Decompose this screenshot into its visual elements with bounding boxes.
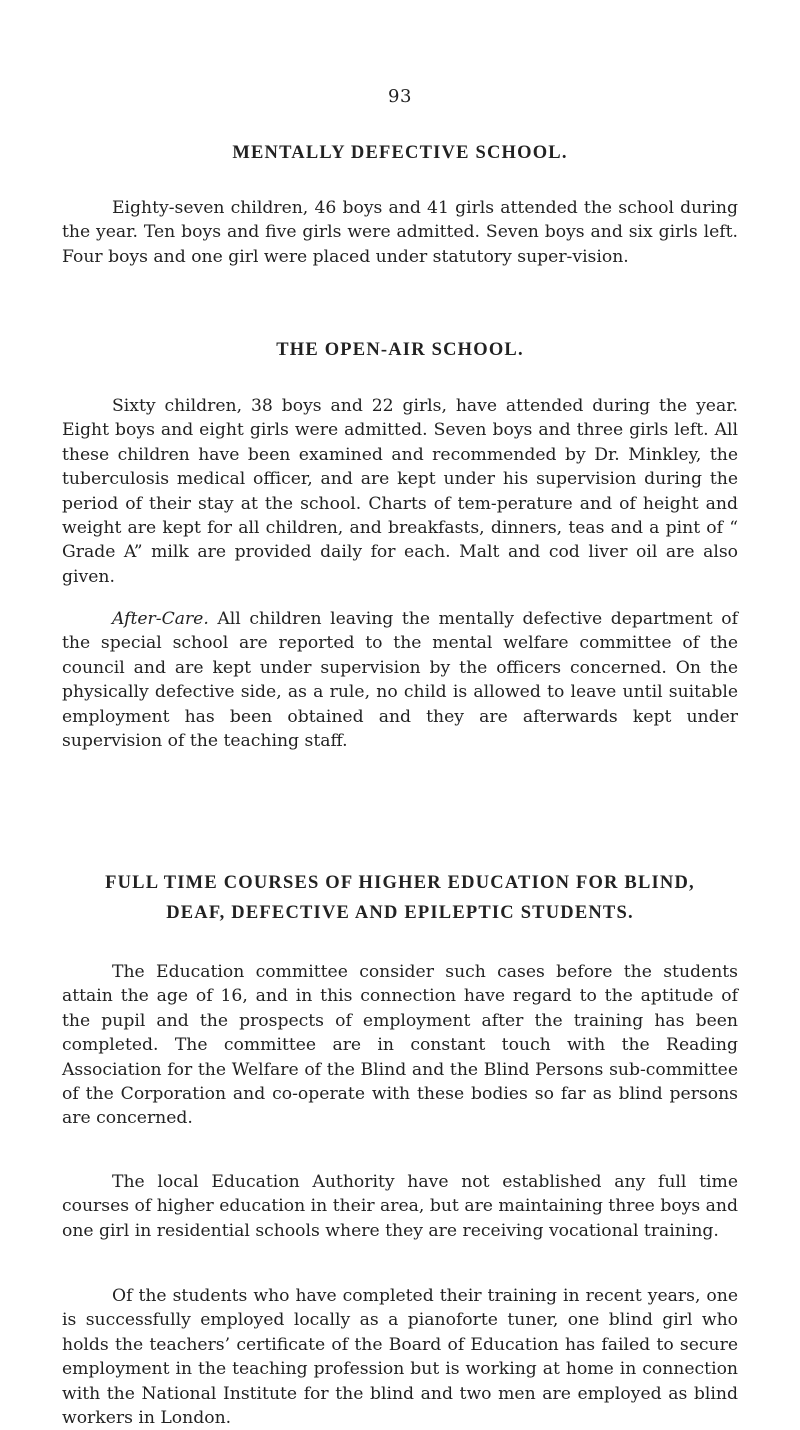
heading-full-time-courses: [0, 868, 800, 928]
paragraph-mentally-defective: Eighty-seven children, 46 boys and 41 girls attended the school during the year. Ten boys and five girls were admitted. Seven boys and six girls left. Four boys and one girl were placed under statutory super-vision.: [62, 198, 738, 267]
page-number: 93: [388, 86, 412, 107]
heading-full-time-line1: FULL TIME COURSES OF HIGHER EDUCATION FOR BLIND,: [105, 873, 695, 893]
after-care-lead: After-Care.: [112, 609, 209, 629]
heading-full-time-line2: DEAF, DEFECTIVE AND EPILEPTIC STUDENTS.: [166, 903, 634, 923]
paragraph-local-education-authority: The local Education Authority have not established any full time courses of higher education in their area, but are maintaining three boys and one girl in residential schools where they are receiving vocational training.: [62, 1172, 738, 1241]
after-care-text: All children leaving the mentally defective department of the special school are reported to the mental welfare committee of the council and are kept under supervision by the officers concerned. On the physically defective side, as a rule, no child is allowed to leave until suitable employment has been obtained and they are afterwards kept under supervision of the teaching staff.: [62, 609, 738, 752]
paragraph-students-employment: Of the students who have completed their training in recent years, one is successfully employed locally as a pianoforte tuner, one blind girl who holds the teachers’ certificate of the Board of Education has failed to secure employment in the teaching profession but is working at home in connection with the National Institute for the blind and two men are employed as blind workers in London.: [62, 1286, 738, 1429]
paragraph-open-air: Sixty children, 38 boys and 22 girls, have attended during the year. Eight boys and eight girls were admitted. Seven boys and three girls left. All these children have been examined and recommended by Dr. Minkley, the tuberculosis medical officer, and are kept under his supervision during the period of their stay at the school. Charts of tem-perature and of height and weight are kept for all children, and breakfasts, dinners, teas and a pint of “ Grade A” milk are provided daily for each. Malt and cod liver oil are also given.: [62, 396, 738, 587]
paragraph-education-committee: The Education committee consider such cases before the students attain the age of 16, and in this connection have regard to the aptitude of the pupil and the prospects of employment after the training has been completed. The committee are in constant touch with the Reading Association for the Welfare of the Blind and the Blind Persons sub-committee of the Corporation and co-operate with these bodies so far as blind persons are concerned.: [62, 962, 738, 1129]
paragraph-after-care: [62, 607, 738, 753]
heading-mentally-defective-school: MENTALLY DEFECTIVE SCHOOL.: [232, 143, 568, 163]
heading-open-air-school: THE OPEN-AIR SCHOOL.: [276, 340, 524, 360]
